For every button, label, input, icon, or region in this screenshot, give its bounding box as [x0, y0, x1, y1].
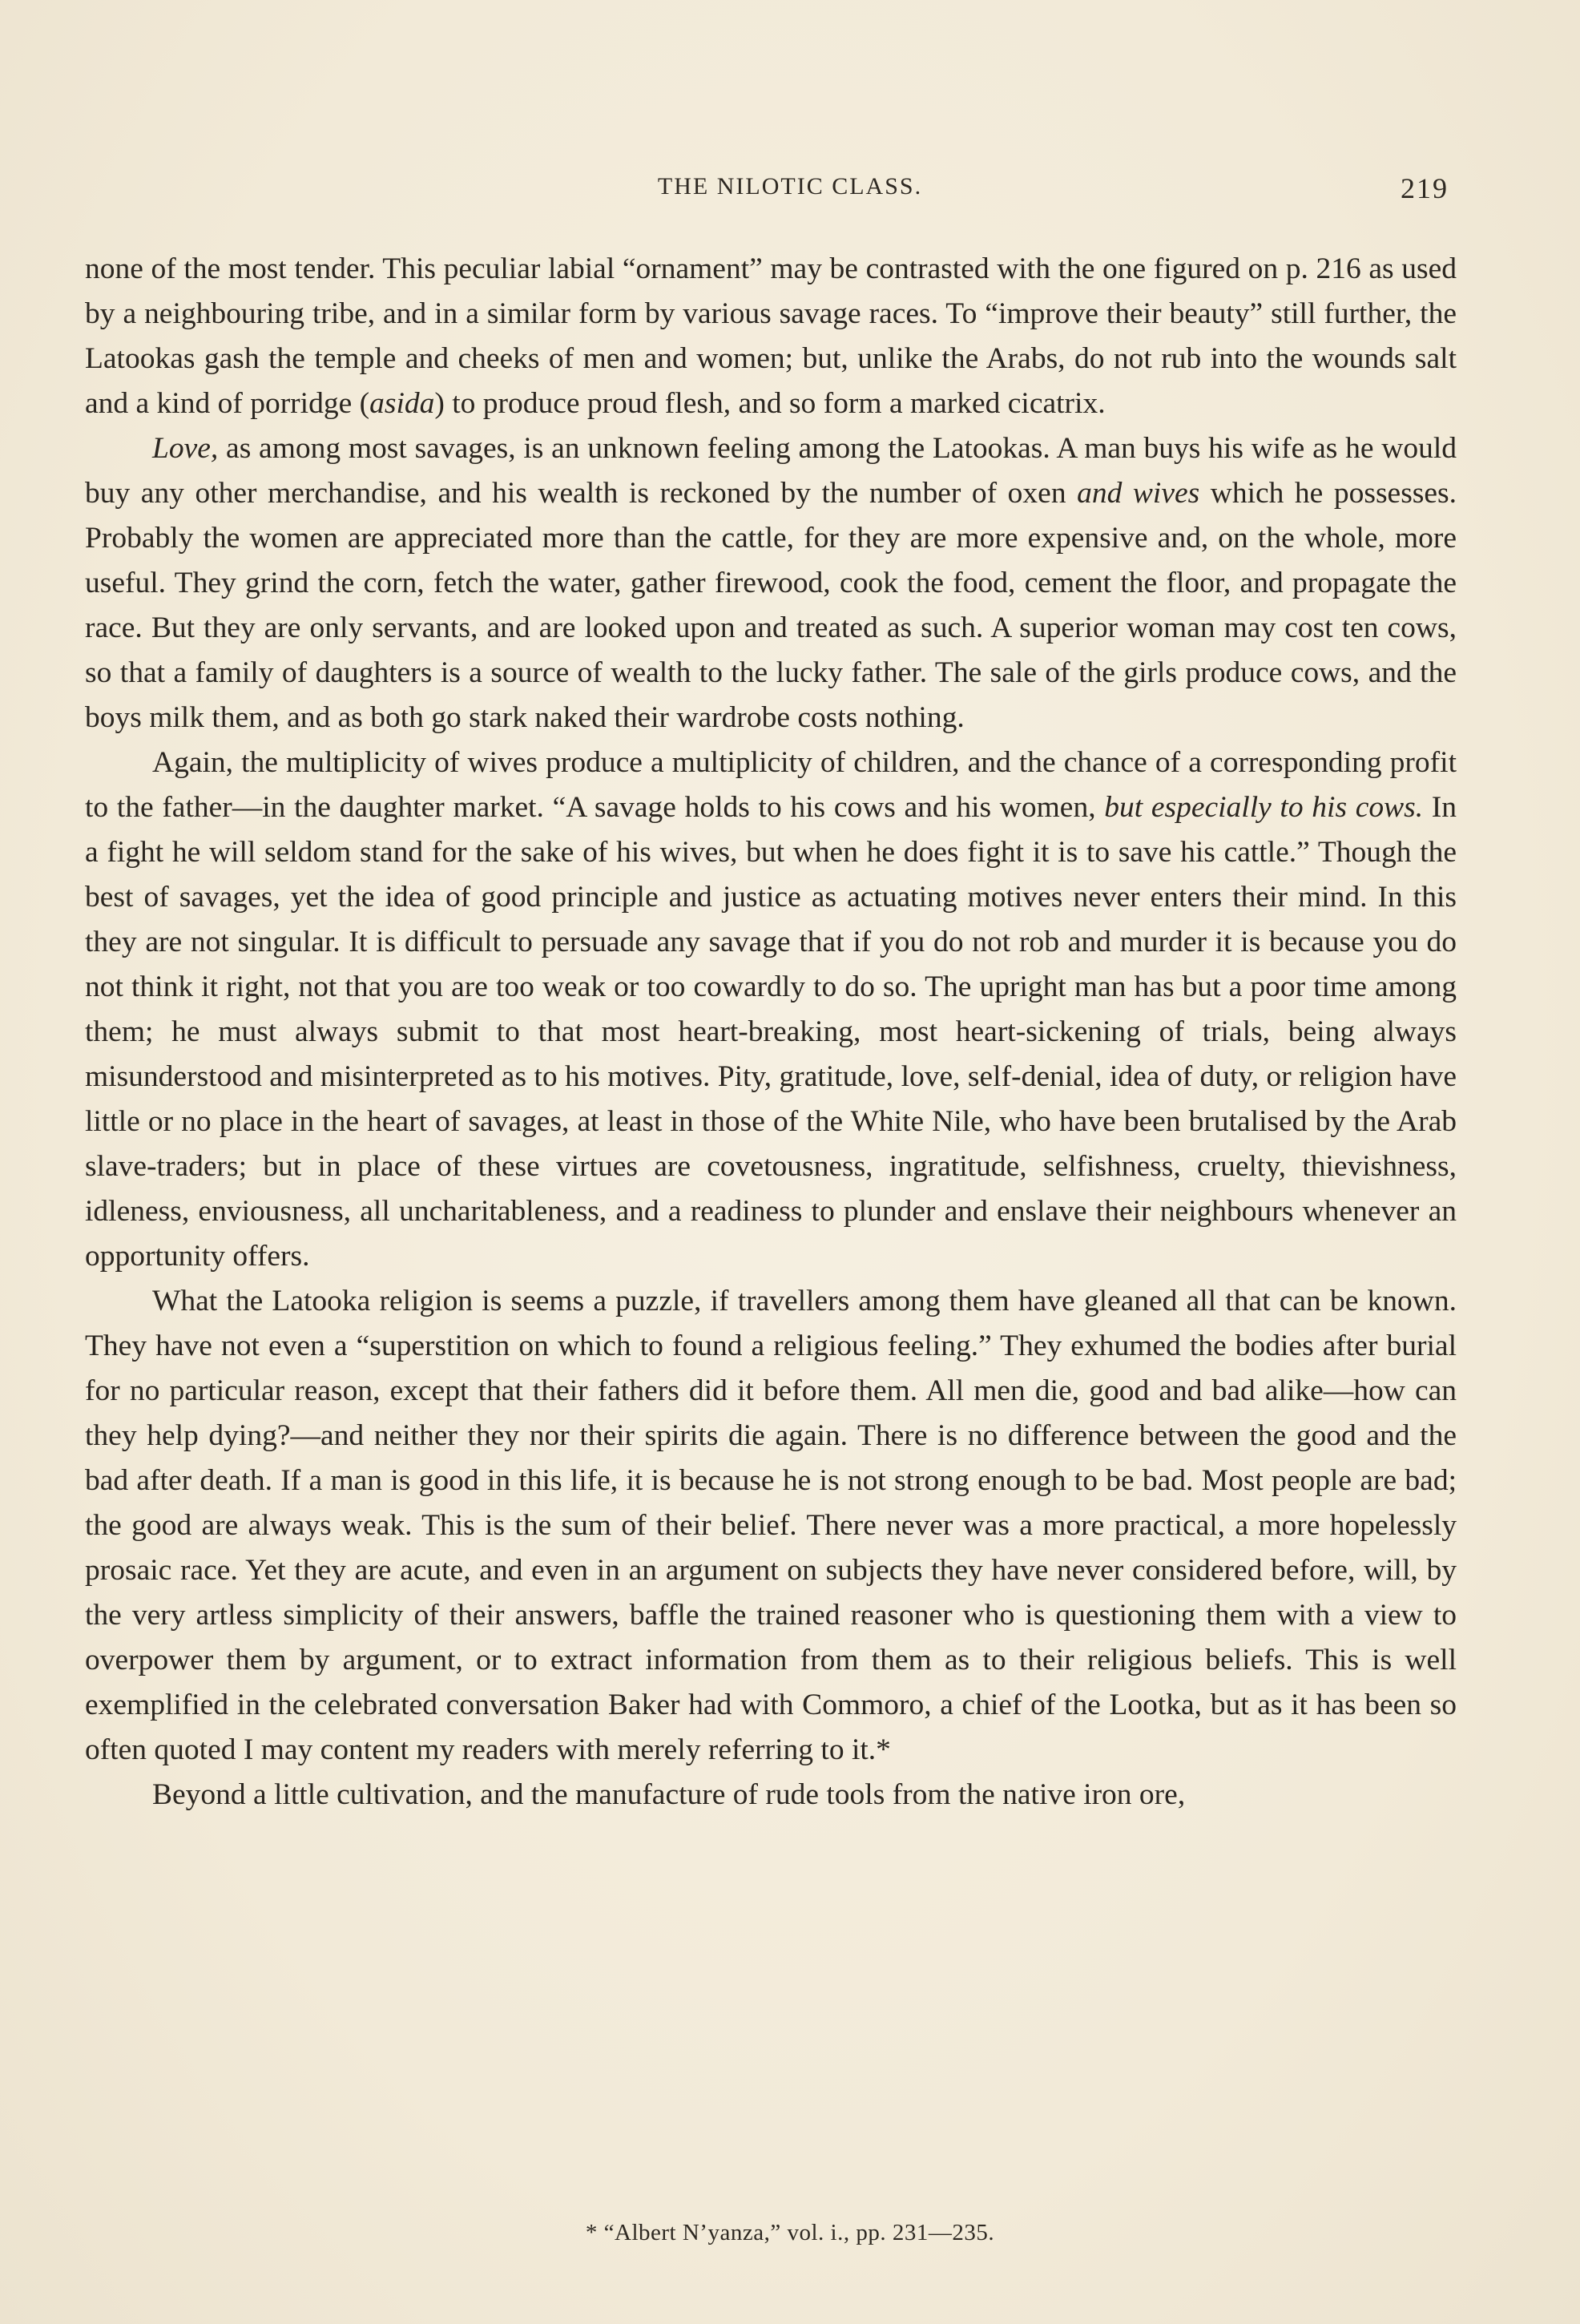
text-segment: ) to produce proud flesh, and so form a marked cicatrix. [434, 387, 1106, 420]
running-title: THE NILOTIC CLASS. [657, 173, 923, 200]
paragraph-1 [85, 247, 1457, 426]
running-head [0, 168, 1580, 216]
italic-word: but especially to his cows. [1104, 791, 1424, 824]
text-segment: In a fight he will seldom stand for the sake of his wives, but when he does fight it is to save his cattle.” Though the best of savages, yet the idea of good principle and justice as actuating motives never enters their mind. In this they are not singular. It is difficult to persuade any savage that if you do not rob and murder it is because you do not think it right, not that you are too weak or too cowardly to do so. The upright man has but a poor time among them; he must always submit to that most heart-breaking, most heart-sickening of trials, being always misunderstood and misinterpreted as to his motives. Pity, gratitude, love, self-denial, idea of duty, or religion have little or no place in the heart of savages, at least in those of the White Nile, who have been brutalised by the Arab slave-traders; but in place of these virtues are covetousness, ingratitude, selfishness, cruelty, thievishness, idleness, enviousness, all uncharitableness, and a readiness to plunder and enslave their neighbours whenever an opportunity offers. [85, 791, 1457, 1273]
text-segment: which he possesses. Probably the women are appreciated more than the cattle, for they are more expensive and, on the whole, more useful. They grind the corn, fetch the water, gather firewood, cook the food, cement the floor, and propagate the race. But they are only servants, and are looked upon and treated as such. A superior woman may cost ten cows, so that a family of daughters is a source of wealth to the lucky father. The sale of the girls produce cows, and the boys milk them, and as both go stark naked their wardrobe costs nothing. [85, 477, 1457, 734]
text-segment: as among most savages, is an unknown feeling among the Latookas. A man buys his wife as he would buy any other merchandise, and his wealth is reckoned by the number of oxen [85, 432, 1457, 510]
body-text [85, 247, 1457, 1818]
italic-word: asida [369, 387, 435, 420]
paragraph-3 [85, 740, 1457, 1279]
paragraph-4 [85, 1279, 1457, 1773]
page-number: 219 [1401, 172, 1449, 204]
paragraph-2 [85, 426, 1457, 740]
text-segment: none of the most tender. This peculiar labial “ornament” may be contrasted with the one figured on p. 216 as used by a neighbouring tribe, and in a similar form by various savage races. To “improve their beauty” still further, the Latookas gash the temple and cheeks of men and women; but, unlike the Arabs, do not rub into the wounds salt and a kind of porridge ( [85, 252, 1457, 420]
text-segment: What the Latooka religion is seems a puzzle, if travellers among them have gleaned all that can be known. They have not even a “superstition on which to found a religious feeling.” They exhumed the bodies after burial for no particular reason, except that their fathers did it before them. All men die, good and bad alike—how can they help dying?—and neither they nor their spirits die again. There is no difference between the good and the bad after death. If a man is good in this life, it is because he is not strong enough to be bad. Most people are bad; the good are always weak. This is the sum of their belief. There never was a more practical, a more hopelessly prosaic race. Yet they are acute, and even in an argument on subjects they have never considered before, will, by the very artless simplicity of their answers, baffle the trained reasoner who is questioning them with a view to overpower them by argument, or to extract information from them as to their religious beliefs. This is well exemplified in the celebrated conversation Baker had with Commoro, a chief of the Lootka, but as it has been so often quoted I may content my readers with merely referring to it.* [85, 1285, 1457, 1766]
text-segment: Again, the multiplicity of wives produce a multiplicity of children, and the chance of a corresponding profit to the father—in the daughter market. “A savage holds to his cows and his women, [85, 746, 1457, 824]
italic-word: Love, [152, 432, 219, 465]
paragraph-5 [85, 1773, 1457, 1818]
text-segment: Beyond a little cultivation, and the manufacture of rude tools from the native iron ore, [152, 1778, 1186, 1811]
footnote: * “Albert N’yanza,” vol. i., pp. 231—235. [585, 2220, 995, 2245]
italic-word: and wives [1077, 477, 1200, 510]
